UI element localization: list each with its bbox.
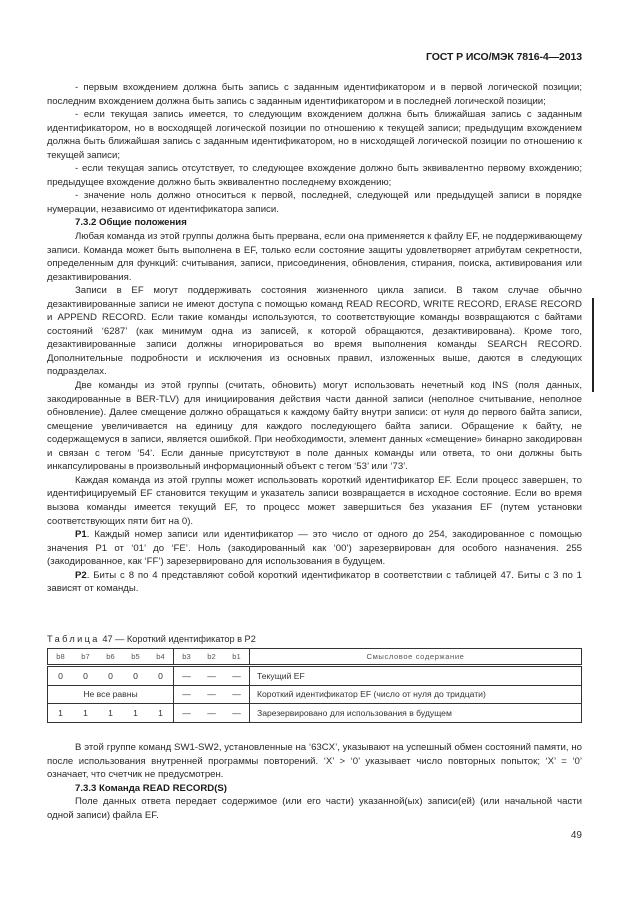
column-header-b5: b5 bbox=[123, 649, 148, 666]
document-body-after-table bbox=[47, 741, 582, 822]
column-header-b2: b2 bbox=[199, 649, 224, 666]
table-cell: 0 bbox=[48, 666, 74, 686]
table-cell: — bbox=[199, 704, 224, 723]
p2-paragraph bbox=[47, 569, 582, 596]
table-cell: — bbox=[224, 704, 250, 723]
table-header-row bbox=[48, 649, 582, 666]
section-heading-7-3-2: 7.3.2 Общие положения bbox=[75, 217, 187, 229]
list-item-paragraph: - если текущая запись имеется, то следующим вхождением должна быть ближайшая запись с заданным идентификатором, но в восходящей логической позиции по отношению к текущей записи; предыдущим вхождением должна быть ближайшая запись с заданным идентификатором, но в нисходящей логической позиции по отношению к текущей записи; bbox=[47, 109, 582, 161]
table-cell: 1 bbox=[73, 704, 98, 723]
revision-change-bar bbox=[592, 298, 594, 392]
paragraph: В этой группе команд SW1-SW2, установленные на ‘63CX’, указывают на успешный обмен состояний памяти, но после использования внутренней программы повторений. ‘X’ > ‘0’ указывает число повторных попыток; ‘X’ = ‘0’ означает, что счетчик не предусмотрен. bbox=[47, 742, 582, 781]
table-cell: — bbox=[174, 666, 200, 686]
table-cell-merged: Не все равны bbox=[48, 685, 174, 704]
paragraph: Две команды из этой группы (считать, обновить) могут использовать нечетный код INS (поля данных, закодированные в BER-TLV) для инициирования действия части данной записи (неполное считывание, неполное обновление). Далее смещение должно обращаться к каждому байту внутри записи: от нуля до первого байта записи, смещение увеличивается на единицу для каждого последующего байта записи. Обращение к байту, не содержащемуся в записи, является ошибкой. При необходимости, элемент данных «смещение» бинарно закодирован и связан с тегом ‘54’. Если данные присутствуют в поле данных команды или ответа, то они должны быть инкапсулированы в произвольный информационный объект с тегом ‘53’ или ‘73’. bbox=[47, 380, 582, 473]
table-cell: 1 bbox=[123, 704, 148, 723]
paragraph: Любая команда из этой группы должна быть прервана, если она применяется к файлу EF, не поддерживающему записи. Команда может быть выполнена в EF, только если состояние защиты удовлетворяет атрибутам секретности, определенным для функций: считывания, записи, присоединения, обновления, стирания, поиска, активирования или дезактивирования. bbox=[47, 231, 582, 283]
column-header-b3: b3 bbox=[174, 649, 200, 666]
table-cell: 1 bbox=[98, 704, 123, 723]
table-row bbox=[48, 666, 582, 686]
table-cell-meaning: Текущий EF bbox=[250, 666, 582, 686]
table-cell: — bbox=[224, 666, 250, 686]
table-caption bbox=[47, 634, 256, 644]
column-header-b7: b7 bbox=[73, 649, 98, 666]
p1-label: P1 bbox=[75, 529, 87, 541]
table-cell: — bbox=[224, 685, 250, 704]
table-cell: 0 bbox=[148, 666, 174, 686]
table-cell: 0 bbox=[73, 666, 98, 686]
table-caption-prefix: Таблица bbox=[47, 634, 100, 644]
paragraph: Записи в EF могут поддерживать состояния жизненного цикла записи. В таком случае обычно дезактивированные записи не имеют доступа с помощью команд READ RECORD, WRITE RECORD, ERASE RECORD и APPEND RECORD. Если такие команды используются, то соответствующие команды возвращаются с байтами состояний ‘6287’ (как минимум одна из записей, к которой обращаются, дезактивирована). Кроме того, дезактивированные записи должны игнорироваться во время выполнения команды SEARCH RECORD. Дополнительные подробности и исключения из основных правил, изложенных выше, даются в следующих подразделах. bbox=[47, 285, 582, 378]
paragraph: Поле данных ответа передает содержимое (или его части) указанной(ых) записи(ей) (или начальной части одной записи) файла EF. bbox=[47, 796, 582, 821]
list-item-paragraph: - значение ноль должно относиться к первой, последней, следующей или предыдущей записи в порядке нумерации, независимо от идентификатора записи. bbox=[47, 190, 582, 215]
document-body bbox=[47, 81, 582, 596]
column-header-b4: b4 bbox=[148, 649, 174, 666]
column-header-b1: b1 bbox=[224, 649, 250, 666]
table-cell: — bbox=[199, 685, 224, 704]
column-header-b6: b6 bbox=[98, 649, 123, 666]
table-cell: 1 bbox=[48, 704, 74, 723]
list-item-paragraph: - если текущая запись отсутствует, то следующее вхождение должно быть эквивалентно первому вхождению; предыдущее вхождение должно быть эквивалентно последнему вхождению; bbox=[47, 163, 582, 188]
table-cell: 1 bbox=[148, 704, 174, 723]
table-cell: — bbox=[174, 704, 200, 723]
column-header-b8: b8 bbox=[48, 649, 74, 666]
section-heading-7-3-3: 7.3.3 Команда READ RECORD(S) bbox=[75, 782, 227, 794]
p2-text: . Биты с 8 по 4 представляют собой короткий идентификатор в соответствии с таблицей 47. Биты с 3 по 1 зависят от команды. bbox=[47, 569, 582, 595]
column-header-meaning: Смысловое содержание bbox=[250, 649, 582, 666]
table-cell-meaning: Зарезервировано для использования в будущем bbox=[250, 704, 582, 723]
table-row bbox=[48, 704, 582, 723]
table-cell-meaning: Короткий идентификатор EF (число от нуля до тридцати) bbox=[250, 685, 582, 704]
page-number: 49 bbox=[570, 830, 582, 841]
document-header-title: ГОСТ Р ИСО/МЭК 7816-4—2013 bbox=[425, 51, 582, 63]
p1-paragraph bbox=[47, 528, 582, 569]
table-cell: — bbox=[174, 685, 200, 704]
table-cell: 0 bbox=[98, 666, 123, 686]
paragraph: Каждая команда из этой группы может использовать короткий идентификатор EF. Если процесс завершен, то идентифицируемый EF становится текущим и указатель записи возвращается в исходное состояние. Если во время вызова команды имеется текущий EF, то процесс может завершиться без указания EF (путем установки соответствующих пяти бит на 0). bbox=[47, 474, 582, 527]
table-caption-text: 47 — Короткий идентификатор в P2 bbox=[99, 634, 256, 644]
p1-text: . Каждый номер записи или идентификатор — это число от одного до 254, закодированное с помощью значения P1 от ‘01’ до ‘FE’. Ноль (закодированный как ‘00’) зарезервирован для особого назначения. 255 (закодированное, как ‘FF’) зарезервировано для использования в будущем. bbox=[47, 529, 582, 568]
table-cell: — bbox=[199, 666, 224, 686]
list-item-paragraph: - первым вхождением должна быть запись с заданным идентификатором и в первой логической позиции; последним вхождением должна быть запись с заданным идентификатором и в последней логической позиции; bbox=[47, 82, 582, 107]
table-cell: 0 bbox=[123, 666, 148, 686]
short-identifier-table bbox=[47, 648, 582, 723]
table-row bbox=[48, 685, 582, 704]
p2-label: P2 bbox=[75, 569, 87, 581]
